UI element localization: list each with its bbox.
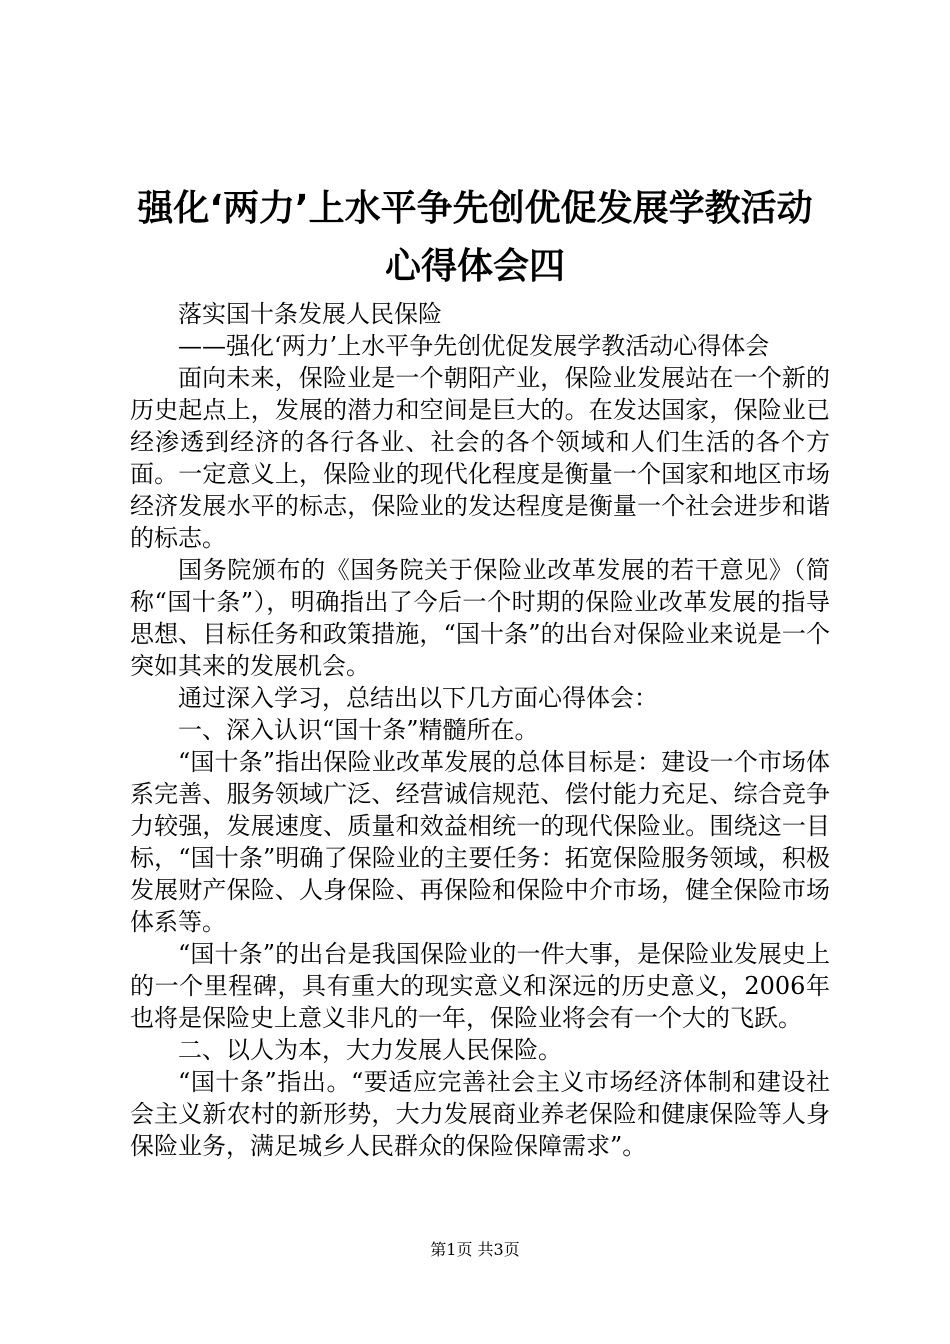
paragraph: “国十条”指出。“要适应完善社会主义市场经济体制和建设社会主义新农村的新形势，大力发展商业养老保险和健康保险等人身保险业务，满足城乡人民群众的保险保障需求”。 bbox=[130, 1068, 830, 1160]
section-heading: 二、以人为本，大力发展人民保险。 bbox=[178, 1036, 562, 1064]
section-heading: 一、深入认识“国十条”精髓所在。 bbox=[178, 716, 539, 744]
document-body bbox=[130, 298, 830, 1162]
paragraph: 通过深入学习，总结出以下几方面心得体会： bbox=[178, 684, 658, 712]
page-footer: 第1页 共3页 bbox=[430, 1240, 520, 1259]
title-line-2: 心得体会四 bbox=[384, 246, 565, 287]
paragraph: 国务院颁布的《国务院关于保险业改革发展的若干意见》（简称“国十条”），明确指出了今后一个时期的保险业改革发展的指导思想、目标任务和政策措施，“国十条”的出台对保险业来说是一个突如其来的发展机会。 bbox=[130, 556, 830, 680]
paragraph: 面向未来，保险业是一个朝阳产业，保险业发展站在一个新的历史起点上，发展的潜力和空间是巨大的。在发达国家，保险业已经渗透到经济的各行各业、社会的各个领域和人们生活的各个方面。一定意义上，保险业的现代化程度是衡量一个国家和地区市场经济发展水平的标志，保险业的发达程度是衡量一个社会进步和谐的标志。 bbox=[130, 364, 830, 552]
document-title bbox=[100, 180, 850, 296]
title-line-1: 强化‘两力’上水平争先创优促发展学教活动 bbox=[137, 188, 813, 229]
paragraph: “国十条”指出保险业改革发展的总体目标是：建设一个市场体系完善、服务领域广泛、经营诚信规范、偿付能力充足、综合竞争力较强，发展速度、质量和效益相统一的现代保险业。围绕这一目标，“国十条”明确了保险业的主要任务：拓宽保险服务领域，积极发展财产保险、人身保险、再保险和保险中介市场，健全保险市场体系等。 bbox=[130, 748, 830, 936]
subtitle: 落实国十条发展人民保险 bbox=[178, 300, 442, 328]
subtitle-dash: ——强化‘两力’上水平争先创优促发展学教活动心得体会 bbox=[178, 332, 770, 360]
paragraph: “国十条”的出台是我国保险业的一件大事，是保险业发展史上的一个里程碑，具有重大的现实意义和深远的历史意义，2006年也将是保险史上意义非凡的一年，保险业将会有一个大的飞跃。 bbox=[130, 940, 830, 1032]
